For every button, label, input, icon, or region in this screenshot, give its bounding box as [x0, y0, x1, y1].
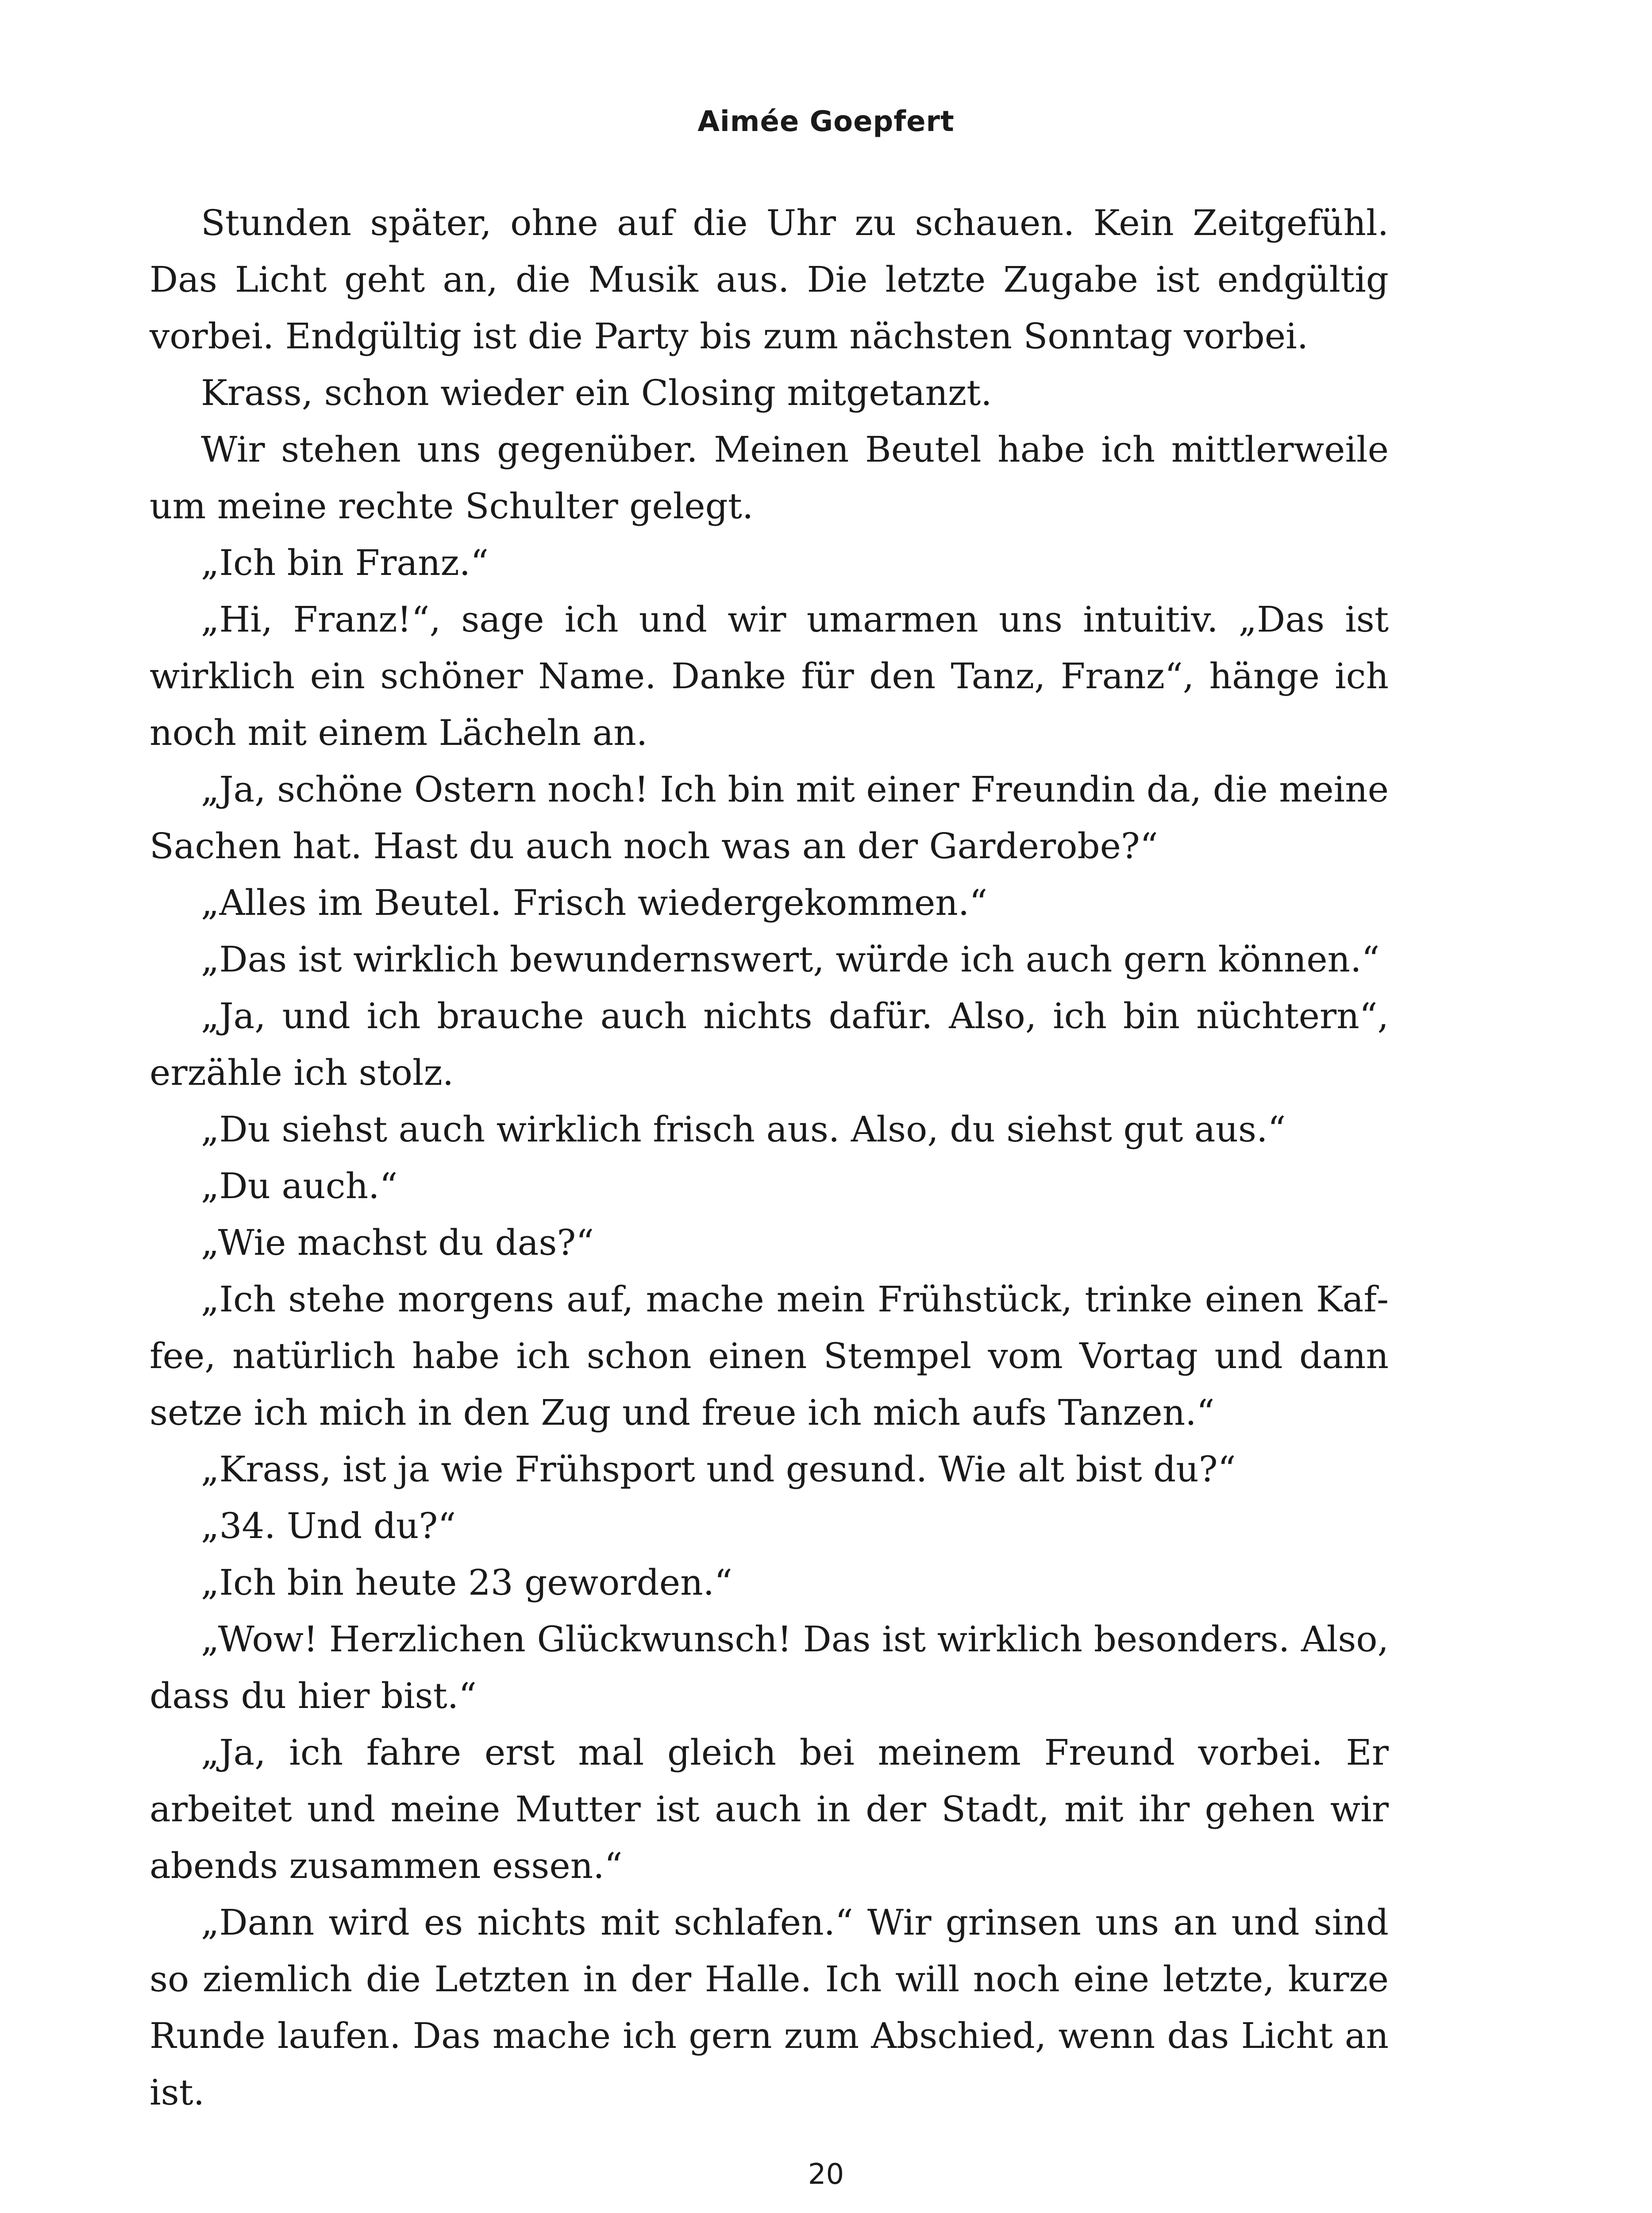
paragraph: „Dann wird es nichts mit schlafen.“ Wir grinsen uns an und sind so ziemlich die Letzten in der Halle. Ich will noch eine letzte, kurze Runde laufen. Das mache ich gern zum Abschied, wenn das Licht an ist. [150, 1902, 1389, 2113]
paragraph: „Hi, Franz!“, sage ich und wir umarmen uns intuitiv. „Das ist wirklich ein schöner Name. Danke für den Tanz, Franz“, hänge ich noch mit einem Lächeln an. [150, 599, 1389, 753]
paragraph: „Ja, ich fahre erst mal gleich bei meinem Freund vorbei. Er arbeitet und meine Mutter ist auch in der Stadt, mit ihr gehen wir abends zusammen essen.“ [150, 1732, 1389, 1886]
paragraph: „34. Und du?“ [201, 1505, 456, 1546]
body-text [150, 195, 1389, 2121]
paragraph: Krass, schon wieder ein Closing mitgetanzt. [201, 372, 992, 413]
page-number: 20 [808, 2158, 844, 2191]
paragraph: „Wie machst du das?“ [201, 1222, 594, 1263]
paragraph: „Ich bin heute 23 geworden.“ [201, 1562, 732, 1603]
paragraph: „Das ist wirklich bewundernswert, würde ich auch gern können.“ [201, 939, 1380, 980]
paragraph: „Wow! Herzlichen Glückwunsch! Das ist wirklich besonders. Also, dass du hier bist.“ [150, 1619, 1389, 1716]
paragraph: „Ja, und ich brauche auch nichts dafür. Also, ich bin nüchtern“, erzähle ich stolz. [150, 995, 1389, 1093]
paragraph: Wir stehen uns gegenüber. Meinen Beutel habe ich mittlerweile um meine rechte Schulter gelegt. [150, 429, 1389, 527]
paragraph: „Ja, schöne Ostern noch! Ich bin mit einer Freundin da, die meine Sachen hat. Hast du auch noch was an der Garderobe?“ [150, 769, 1389, 867]
paragraph: „Ich bin Franz.“ [201, 542, 489, 583]
running-head-author: Aimée Goepfert [697, 105, 955, 138]
paragraph: „Du siehst auch wirklich frisch aus. Also, du siehst gut aus.“ [201, 1109, 1286, 1150]
paragraph: „Alles im Beutel. Frisch wiedergekommen.“ [201, 882, 988, 923]
paragraph: Stunden später, ohne auf die Uhr zu schauen. Kein Zeitgefühl. Das Licht geht an, die Musik aus. Die letzte Zugabe ist endgültig vorbei. Endgültig ist die Party bis zum nächsten Sonntag vorbei. [150, 202, 1389, 357]
paragraph: „Ich stehe morgens auf, mache mein Frühstück, trinke einen Kaffee, natürlich habe ich schon einen Stempel vom Vortag und dann setze ich mich in den Zug und freue ich mich aufs Tanzen.“ [150, 1279, 1389, 1433]
paragraph: „Krass, ist ja wie Frühsport und gesund. Wie alt bist du?“ [201, 1449, 1236, 1490]
paragraph: „Du auch.“ [201, 1165, 398, 1207]
